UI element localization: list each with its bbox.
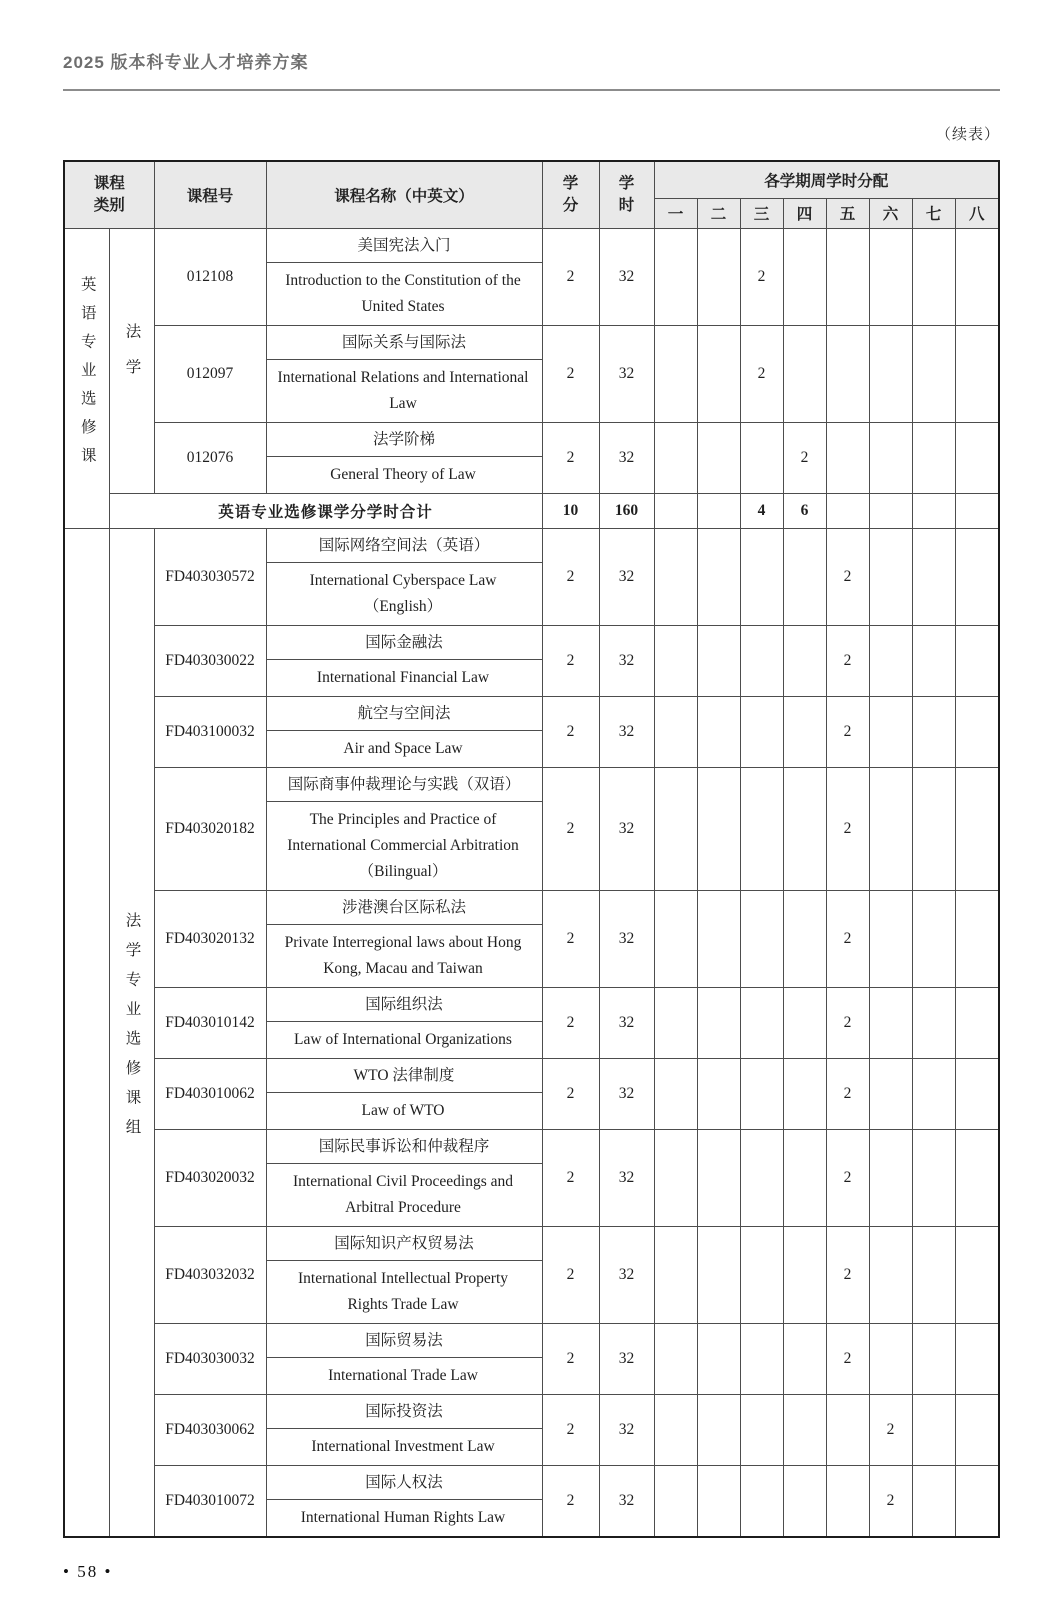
semester-hours (869, 987, 912, 1058)
semester-hours (697, 325, 740, 422)
total-row (64, 493, 999, 528)
subcategory-label-vertical: 法学 (123, 322, 141, 394)
semester-hours (783, 325, 826, 422)
semester-hours (869, 1058, 912, 1129)
hours-value: 32 (599, 625, 654, 696)
course-name-cn: 国际商事仲裁理论与实践（双语） (267, 768, 542, 802)
semester-hours (783, 1394, 826, 1465)
course-name-en: Introduction to the Constitution of the United States (285, 271, 521, 315)
course-code: 012076 (154, 422, 266, 493)
semester-hours (697, 696, 740, 767)
total-credits: 10 (542, 493, 599, 528)
semester-hours (912, 1323, 955, 1394)
credits-value: 2 (542, 987, 599, 1058)
hours-value: 32 (599, 1394, 654, 1465)
credits-value: 2 (542, 1058, 599, 1129)
course-name-cn: 国际知识产权贸易法 (267, 1227, 542, 1261)
course-code: 012097 (154, 325, 266, 422)
semester-hours (912, 325, 955, 422)
semester-hours: 2 (826, 987, 869, 1058)
category-label-vertical: 英语专业选修课 (78, 275, 96, 476)
course-name-en: International Cyberspace Law （English） (309, 571, 497, 615)
semester-hours (697, 1323, 740, 1394)
table-row (64, 1465, 999, 1537)
semester-hours (654, 696, 697, 767)
course-name-cn: 国际网络空间法（英语） (267, 529, 542, 563)
hours-value: 32 (599, 1129, 654, 1226)
course-name-cell (266, 987, 542, 1058)
semester-hours (697, 1394, 740, 1465)
semester-hours (912, 987, 955, 1058)
course-name-en: Law of International Organizations (294, 1030, 512, 1048)
header-sem-4: 四 (783, 198, 826, 228)
semester-hours (654, 528, 697, 625)
semester-hours (740, 1058, 783, 1129)
credits-value: 2 (542, 890, 599, 987)
header-sem-2: 二 (697, 198, 740, 228)
semester-hours (826, 325, 869, 422)
course-name-cn: 涉港澳台区际私法 (267, 891, 542, 925)
course-name-en: General Theory of Law (330, 465, 476, 483)
semester-hours (826, 228, 869, 325)
semester-hours (740, 528, 783, 625)
semester-hours: 2 (783, 422, 826, 493)
header-sem-8: 八 (955, 198, 999, 228)
course-name-cn: WTO 法律制度 (267, 1059, 542, 1093)
semester-hours (955, 228, 999, 325)
course-code: 012108 (154, 228, 266, 325)
semester-hours (740, 1129, 783, 1226)
header-sem-3: 三 (740, 198, 783, 228)
table-row (64, 696, 999, 767)
semester-hours (654, 987, 697, 1058)
course-name-cn: 航空与空间法 (267, 697, 542, 731)
semester-hours (783, 890, 826, 987)
course-name-cn: 国际投资法 (267, 1395, 542, 1429)
course-name-cell (266, 1394, 542, 1465)
credits-value: 2 (542, 325, 599, 422)
header-semester-dist: 各学期周学时分配 (654, 161, 999, 198)
semester-hours (869, 528, 912, 625)
course-code: FD403010072 (154, 1465, 266, 1537)
table-row (64, 1226, 999, 1323)
semester-hours (654, 228, 697, 325)
semester-hours (912, 625, 955, 696)
header-credits: 学分 (542, 161, 599, 228)
semester-hours (955, 1226, 999, 1323)
semester-hours (697, 422, 740, 493)
semester-hours (869, 325, 912, 422)
category-cell-empty (64, 528, 109, 1537)
course-name-cn: 国际民事诉讼和仲裁程序 (267, 1130, 542, 1164)
semester-hours (740, 422, 783, 493)
semester-hours (912, 228, 955, 325)
semester-hours (654, 767, 697, 890)
semester-hours (912, 1394, 955, 1465)
semester-hours (740, 767, 783, 890)
semester-hours (912, 1058, 955, 1129)
total-label: 英语专业选修课学分学时合计 (109, 493, 542, 528)
semester-hours: 2 (826, 767, 869, 890)
table-row (64, 1129, 999, 1226)
hours-value: 32 (599, 696, 654, 767)
semester-hours (783, 1226, 826, 1323)
semester-hours (697, 890, 740, 987)
course-name-cell (266, 422, 542, 493)
semester-hours (826, 1465, 869, 1537)
semester-hours (697, 1226, 740, 1323)
semester-hours (955, 1465, 999, 1537)
course-name-en: International Civil Proceedings and Arbitral Procedure (293, 1172, 513, 1216)
semester-hours: 2 (826, 1226, 869, 1323)
semester-hours: 2 (826, 890, 869, 987)
semester-hours (912, 528, 955, 625)
table-row (64, 422, 999, 493)
header-category: 课程类别 (64, 161, 154, 228)
course-name-en: Air and Space Law (343, 739, 463, 757)
credits-value: 2 (542, 1323, 599, 1394)
course-code: FD403020132 (154, 890, 266, 987)
header-sem-5: 五 (826, 198, 869, 228)
semester-hours (740, 625, 783, 696)
semester-hours (783, 767, 826, 890)
total-semester-hours (955, 493, 999, 528)
course-name-cell (266, 325, 542, 422)
semester-hours (740, 1323, 783, 1394)
semester-hours (654, 1394, 697, 1465)
table-row (64, 1394, 999, 1465)
semester-hours (697, 228, 740, 325)
semester-hours: 2 (869, 1394, 912, 1465)
semester-hours (783, 1058, 826, 1129)
credits-value: 2 (542, 1226, 599, 1323)
semester-hours (783, 1323, 826, 1394)
semester-hours (955, 528, 999, 625)
hours-value: 32 (599, 325, 654, 422)
course-name-cell (266, 696, 542, 767)
semester-hours (955, 1129, 999, 1226)
semester-hours (740, 1226, 783, 1323)
credits-value: 2 (542, 1394, 599, 1465)
semester-hours (869, 228, 912, 325)
semester-hours (912, 1226, 955, 1323)
semester-hours (955, 767, 999, 890)
semester-hours (869, 696, 912, 767)
semester-hours (869, 1226, 912, 1323)
header-course-name: 课程名称（中英文） (266, 161, 542, 228)
semester-hours: 2 (826, 625, 869, 696)
total-semester-hours: 6 (783, 493, 826, 528)
credits-value: 2 (542, 1465, 599, 1537)
semester-hours (654, 325, 697, 422)
semester-hours (740, 987, 783, 1058)
course-name-cn: 国际贸易法 (267, 1324, 542, 1358)
course-code: FD403010062 (154, 1058, 266, 1129)
course-name-en: International Financial Law (316, 668, 490, 686)
semester-hours: 2 (826, 528, 869, 625)
total-semester-hours (826, 493, 869, 528)
hours-value: 32 (599, 1465, 654, 1537)
semester-hours (912, 696, 955, 767)
table-row (64, 1323, 999, 1394)
semester-hours (783, 1129, 826, 1226)
semester-hours (697, 625, 740, 696)
semester-hours (697, 1129, 740, 1226)
course-name-cn: 国际金融法 (267, 626, 542, 660)
course-name-en: International Human Rights Law (300, 1508, 506, 1526)
credits-value: 2 (542, 625, 599, 696)
semester-hours (955, 696, 999, 767)
semester-hours (654, 1465, 697, 1537)
semester-hours (869, 767, 912, 890)
semester-hours (740, 1394, 783, 1465)
semester-hours (955, 987, 999, 1058)
semester-hours (783, 1465, 826, 1537)
subcategory-label-vertical: 法学专业选修课组 (123, 911, 141, 1148)
course-name-cell (266, 767, 542, 890)
hours-value: 32 (599, 422, 654, 493)
semester-hours (654, 890, 697, 987)
credits-value: 2 (542, 1129, 599, 1226)
page-number: • 58 • (63, 1561, 113, 1581)
semester-hours: 2 (826, 1058, 869, 1129)
course-code: FD403020182 (154, 767, 266, 890)
semester-hours (740, 696, 783, 767)
total-semester-hours (869, 493, 912, 528)
course-code: FD403010142 (154, 987, 266, 1058)
course-name-en: International Investment Law (311, 1437, 495, 1455)
header-sem-1: 一 (654, 198, 697, 228)
semester-hours: 2 (826, 696, 869, 767)
subcategory-cell (109, 528, 154, 1537)
semester-hours (826, 1394, 869, 1465)
semester-hours: 2 (826, 1129, 869, 1226)
course-code: FD403030572 (154, 528, 266, 625)
semester-hours (869, 890, 912, 987)
hours-value: 32 (599, 1323, 654, 1394)
credits-value: 2 (542, 228, 599, 325)
course-code: FD403100032 (154, 696, 266, 767)
header-hours: 学时 (599, 161, 654, 228)
course-name-en: Law of WTO (361, 1101, 445, 1119)
hours-value: 32 (599, 228, 654, 325)
semester-hours (654, 625, 697, 696)
course-code: FD403030032 (154, 1323, 266, 1394)
semester-hours (783, 987, 826, 1058)
course-name-cn: 法学阶梯 (267, 423, 542, 457)
course-name-cell (266, 528, 542, 625)
header-sem-7: 七 (912, 198, 955, 228)
hours-value: 32 (599, 1058, 654, 1129)
course-code: FD403030022 (154, 625, 266, 696)
total-semester-hours: 4 (740, 493, 783, 528)
semester-hours (869, 625, 912, 696)
course-name-cell (266, 1058, 542, 1129)
hours-value: 32 (599, 890, 654, 987)
semester-hours (654, 1226, 697, 1323)
semester-hours (912, 1465, 955, 1537)
semester-hours (697, 987, 740, 1058)
table-row (64, 1058, 999, 1129)
course-name-cell (266, 1465, 542, 1537)
semester-hours (654, 1323, 697, 1394)
semester-hours (654, 1058, 697, 1129)
course-name-en: International Relations and International Law (277, 368, 529, 412)
course-name-cn: 国际组织法 (267, 988, 542, 1022)
semester-hours: 2 (869, 1465, 912, 1537)
total-semester-hours (654, 493, 697, 528)
table-row (64, 625, 999, 696)
semester-hours (912, 767, 955, 890)
semester-hours (955, 325, 999, 422)
course-name-cell (266, 228, 542, 325)
table-row (64, 767, 999, 890)
semester-hours (869, 1323, 912, 1394)
course-name-cell (266, 625, 542, 696)
semester-hours (955, 625, 999, 696)
semester-hours (955, 1058, 999, 1129)
total-semester-hours (697, 493, 740, 528)
semester-hours: 2 (740, 228, 783, 325)
course-name-cn: 国际关系与国际法 (267, 326, 542, 360)
hours-value: 32 (599, 767, 654, 890)
course-name-en: Private Interregional laws about Hong Kong, Macau and Taiwan (284, 933, 522, 977)
course-name-cn: 国际人权法 (267, 1466, 542, 1500)
semester-hours (912, 890, 955, 987)
course-code: FD403030062 (154, 1394, 266, 1465)
course-name-cell (266, 1226, 542, 1323)
course-name-en: International Trade Law (328, 1366, 478, 1384)
semester-hours: 2 (740, 325, 783, 422)
semester-hours (697, 767, 740, 890)
table-row (64, 987, 999, 1058)
semester-hours (783, 528, 826, 625)
semester-hours: 2 (826, 1323, 869, 1394)
total-semester-hours (912, 493, 955, 528)
hours-value: 32 (599, 987, 654, 1058)
semester-hours (955, 1394, 999, 1465)
credits-value: 2 (542, 767, 599, 890)
table-header-row (64, 161, 999, 198)
semester-hours (783, 625, 826, 696)
table-row (64, 528, 999, 625)
course-name-cell (266, 890, 542, 987)
course-name-en: International Intellectual Property Rights Trade Law (297, 1269, 509, 1313)
semester-hours (912, 1129, 955, 1226)
curriculum-table (63, 160, 1000, 1538)
semester-hours (697, 1058, 740, 1129)
course-name-en: The Principles and Practice of International Commercial Arbitration （Bilingual） (287, 810, 519, 880)
semester-hours (869, 1129, 912, 1226)
semester-hours (740, 1465, 783, 1537)
hours-value: 32 (599, 1226, 654, 1323)
semester-hours (955, 1323, 999, 1394)
course-name-cn: 美国宪法入门 (267, 229, 542, 263)
category-cell (64, 228, 109, 528)
semester-hours (697, 528, 740, 625)
table-row (64, 228, 999, 325)
total-hours: 160 (599, 493, 654, 528)
semester-hours (783, 228, 826, 325)
semester-hours (740, 890, 783, 987)
semester-hours (912, 422, 955, 493)
semester-hours (654, 1129, 697, 1226)
semester-hours (697, 1465, 740, 1537)
continued-label: （续表） (935, 127, 1000, 143)
table-row (64, 325, 999, 422)
header-course-no: 课程号 (154, 161, 266, 228)
course-code: FD403032032 (154, 1226, 266, 1323)
semester-hours (869, 422, 912, 493)
credits-value: 2 (542, 528, 599, 625)
header-divider (63, 89, 1000, 91)
semester-hours (955, 422, 999, 493)
course-name-cell (266, 1129, 542, 1226)
semester-hours (654, 422, 697, 493)
credits-value: 2 (542, 422, 599, 493)
subcategory-cell (109, 228, 154, 493)
hours-value: 32 (599, 528, 654, 625)
header-sem-6: 六 (869, 198, 912, 228)
course-name-cell (266, 1323, 542, 1394)
doc-title: 2025 版本科专业人才培养方案 (63, 53, 309, 72)
semester-hours (826, 422, 869, 493)
semester-hours (783, 696, 826, 767)
table-row (64, 890, 999, 987)
course-code: FD403020032 (154, 1129, 266, 1226)
semester-hours (955, 890, 999, 987)
credits-value: 2 (542, 696, 599, 767)
